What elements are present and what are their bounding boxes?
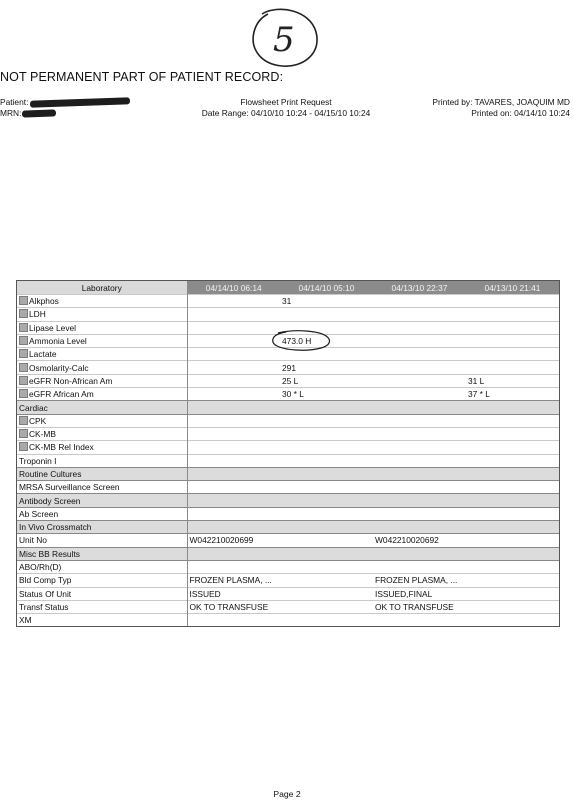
table-row (17, 614, 559, 627)
value-cell (466, 534, 559, 547)
table-row (17, 507, 559, 520)
printed-on: Printed on: 04/14/10 10:24 (471, 107, 570, 118)
row-checkbox[interactable] (19, 442, 28, 451)
row-label: Bld Comp Typ (19, 575, 72, 586)
row-label: eGFR Non-African Am (29, 375, 113, 386)
value-cell (373, 441, 466, 454)
value-cell (373, 348, 466, 361)
value-cell (373, 560, 466, 573)
value-cell (187, 454, 280, 467)
value-cell (466, 308, 559, 321)
row-label: Lipase Level (29, 322, 77, 333)
value-cell (373, 295, 466, 308)
value-cell (373, 481, 466, 494)
row-label: Status Of Unit (19, 588, 72, 599)
table-row (17, 295, 559, 308)
row-label: Transf Status (19, 601, 69, 612)
value-cell (373, 507, 466, 520)
value-cell (373, 374, 466, 387)
value-cell (373, 614, 466, 627)
table-row (17, 534, 559, 547)
row-checkbox[interactable] (19, 309, 28, 318)
row-label: Osmolarity-Calc (29, 362, 89, 373)
value-cell (187, 507, 280, 520)
value-cell (280, 454, 373, 467)
value-cell (187, 334, 280, 347)
row-label: Unit No (19, 535, 47, 546)
row-label: XM (19, 615, 32, 626)
date-column-header: 04/14/10 05:10 (280, 281, 373, 295)
value-cell (187, 467, 280, 480)
row-label-cell (17, 454, 187, 467)
row-checkbox[interactable] (19, 336, 28, 345)
value-cell: ISSUED,FINAL (373, 587, 466, 600)
value-cell (187, 614, 280, 627)
row-checkbox[interactable] (19, 429, 28, 438)
section-row (17, 547, 559, 560)
value-cell (373, 521, 466, 534)
row-label-cell (17, 361, 187, 374)
row-label: MRSA Surveillance Screen (19, 482, 120, 493)
value-cell: 30 * L (280, 388, 373, 401)
row-label: Ammonia Level (29, 336, 87, 347)
row-label: Lactate (29, 349, 57, 360)
value-cell (466, 560, 559, 573)
value-cell (373, 321, 466, 334)
row-checkbox[interactable] (19, 349, 28, 358)
row-label-cell (17, 295, 187, 308)
value-cell (373, 494, 466, 507)
row-label-cell (17, 374, 187, 387)
row-label-cell (17, 507, 187, 520)
row-label: Routine Cultures (19, 469, 82, 479)
record-notice: NOT PERMANENT PART OF PATIENT RECORD: (0, 70, 284, 84)
value-cell (466, 507, 559, 520)
print-info (432, 97, 570, 118)
value-cell (280, 467, 373, 480)
value-cell: ISSUED (187, 587, 280, 600)
row-label-cell (17, 534, 187, 547)
row-label-cell (17, 587, 187, 600)
row-label-cell (17, 481, 187, 494)
value-cell (373, 308, 466, 321)
value-cell (187, 494, 280, 507)
value-cell (373, 401, 466, 414)
handwritten-circle-annotation (270, 330, 332, 352)
value-cell (466, 547, 559, 560)
value-cell: 37 * L (466, 388, 559, 401)
section-row (17, 494, 559, 507)
value-cell (280, 427, 373, 440)
row-label-cell (17, 441, 187, 454)
row-label: Alkphos (29, 296, 59, 307)
column-header-laboratory: Laboratory (17, 281, 187, 295)
patient-block (0, 97, 130, 118)
value-cell (466, 295, 559, 308)
value-cell (187, 388, 280, 401)
row-label-cell (17, 521, 187, 534)
table-row (17, 560, 559, 573)
printed-by: Printed by: TAVARES, JOAQUIM MD (432, 97, 570, 107)
table-row (17, 361, 559, 374)
row-label-cell (17, 348, 187, 361)
value-cell (466, 441, 559, 454)
date-column-header: 04/13/10 21:41 (466, 281, 559, 295)
value-cell (280, 587, 373, 600)
page-number: Page 2 (273, 789, 301, 799)
value-cell (466, 600, 559, 613)
table-row (17, 388, 559, 401)
value-cell (187, 401, 280, 414)
value-cell (466, 614, 559, 627)
row-label-cell (17, 467, 187, 480)
table-row (17, 600, 559, 613)
row-label-cell (17, 414, 187, 427)
value-cell (280, 414, 373, 427)
value-cell (280, 600, 373, 613)
row-label: Antibody Screen (19, 495, 81, 506)
value-cell (280, 481, 373, 494)
row-label: Misc BB Results (19, 548, 80, 559)
row-label-cell (17, 427, 187, 440)
value-cell (280, 441, 373, 454)
value-cell (187, 361, 280, 374)
value-cell (373, 454, 466, 467)
value-cell (280, 574, 373, 587)
value-cell (466, 494, 559, 507)
value-cell (280, 401, 373, 414)
section-row (17, 401, 559, 414)
value-cell (187, 414, 280, 427)
value-cell (466, 414, 559, 427)
value-cell (280, 547, 373, 560)
redacted-patient-name (30, 98, 130, 108)
value-cell: W042210020699 (187, 534, 280, 547)
table-row (17, 308, 559, 321)
value-cell (187, 441, 280, 454)
row-label: CPK (29, 415, 47, 426)
value-cell (280, 308, 373, 321)
row-checkbox[interactable] (19, 363, 28, 372)
row-label-cell (17, 600, 187, 613)
value-cell (280, 560, 373, 573)
row-label-cell (17, 308, 187, 321)
table-header-row (17, 281, 559, 295)
row-label-cell (17, 388, 187, 401)
value-cell (187, 295, 280, 308)
value-cell (466, 321, 559, 334)
value-cell (280, 614, 373, 627)
value-cell (373, 414, 466, 427)
row-label: eGFR African Am (29, 389, 94, 400)
row-label: In Vivo Crossmatch (19, 522, 92, 533)
report-title: Flowsheet Print Request (240, 97, 332, 107)
row-checkbox[interactable] (19, 323, 28, 332)
value-cell (373, 388, 466, 401)
value-cell: FROZEN PLASMA, ... (373, 574, 466, 587)
table-row (17, 414, 559, 427)
value-cell (280, 534, 373, 547)
value-cell: 31 (280, 295, 373, 308)
row-label-cell (17, 494, 187, 507)
value-cell (280, 521, 373, 534)
value-cell (466, 348, 559, 361)
value-cell (466, 467, 559, 480)
value-cell: OK TO TRANSFUSE (187, 600, 280, 613)
date-range: Date Range: 04/10/10 10:24 - 04/15/10 10:24 (201, 107, 371, 118)
value-cell (187, 427, 280, 440)
table-row (17, 441, 559, 454)
redacted-mrn (22, 109, 56, 117)
report-info (196, 97, 376, 118)
value-cell (187, 374, 280, 387)
value-cell: 291 (280, 361, 373, 374)
row-checkbox[interactable] (19, 376, 28, 385)
patient-label: Patient: (0, 97, 29, 107)
value-cell (466, 587, 559, 600)
row-label-cell (17, 560, 187, 573)
value-cell (373, 361, 466, 374)
value-cell (373, 334, 466, 347)
value-cell (187, 560, 280, 573)
value-cell (280, 494, 373, 507)
row-label: LDH (29, 309, 46, 320)
value-cell (466, 401, 559, 414)
table-row (17, 587, 559, 600)
value-cell: W042210020692 (373, 534, 466, 547)
value-cell (187, 348, 280, 361)
section-row (17, 467, 559, 480)
handwritten-number: 5 (273, 20, 295, 60)
date-column-header: 04/13/10 22:37 (373, 281, 466, 295)
value-cell (466, 361, 559, 374)
table-row (17, 574, 559, 587)
row-label: Troponin I (19, 455, 57, 466)
row-label-cell (17, 321, 187, 334)
mrn-label: MRN: (0, 107, 22, 118)
row-label: ABO/Rh(D) (19, 562, 62, 573)
row-label-cell (17, 547, 187, 560)
table-row (17, 454, 559, 467)
row-label-cell (17, 574, 187, 587)
value-cell: 25 L (280, 374, 373, 387)
row-checkbox[interactable] (19, 389, 28, 398)
handwritten-circled-five (248, 6, 320, 70)
row-label: Ab Screen (19, 508, 59, 519)
table-row (17, 481, 559, 494)
value-cell (187, 481, 280, 494)
value-cell (373, 467, 466, 480)
value-cell (187, 521, 280, 534)
row-label-cell (17, 334, 187, 347)
row-checkbox[interactable] (19, 296, 28, 305)
value-cell: 31 L (466, 374, 559, 387)
value-cell (466, 334, 559, 347)
value-cell (466, 481, 559, 494)
value-cell (466, 574, 559, 587)
value-cell (466, 427, 559, 440)
row-checkbox[interactable] (19, 416, 28, 425)
value-cell: 473.0 H (280, 334, 373, 347)
value-cell: FROZEN PLASMA, ... (187, 574, 280, 587)
section-row (17, 521, 559, 534)
row-label-cell (17, 614, 187, 627)
value-cell: OK TO TRANSFUSE (373, 600, 466, 613)
value-cell (187, 547, 280, 560)
value-cell (466, 454, 559, 467)
date-column-header: 04/14/10 06:14 (187, 281, 280, 295)
value-cell (373, 427, 466, 440)
row-label: Cardiac (19, 402, 48, 413)
table-row (17, 374, 559, 387)
row-label-cell (17, 401, 187, 414)
value-cell (280, 507, 373, 520)
value-cell (373, 547, 466, 560)
value-cell (187, 321, 280, 334)
value-cell (187, 308, 280, 321)
row-label: CK-MB (29, 429, 56, 440)
table-row (17, 427, 559, 440)
row-label: CK-MB Rel Index (29, 442, 94, 453)
value-cell (466, 521, 559, 534)
